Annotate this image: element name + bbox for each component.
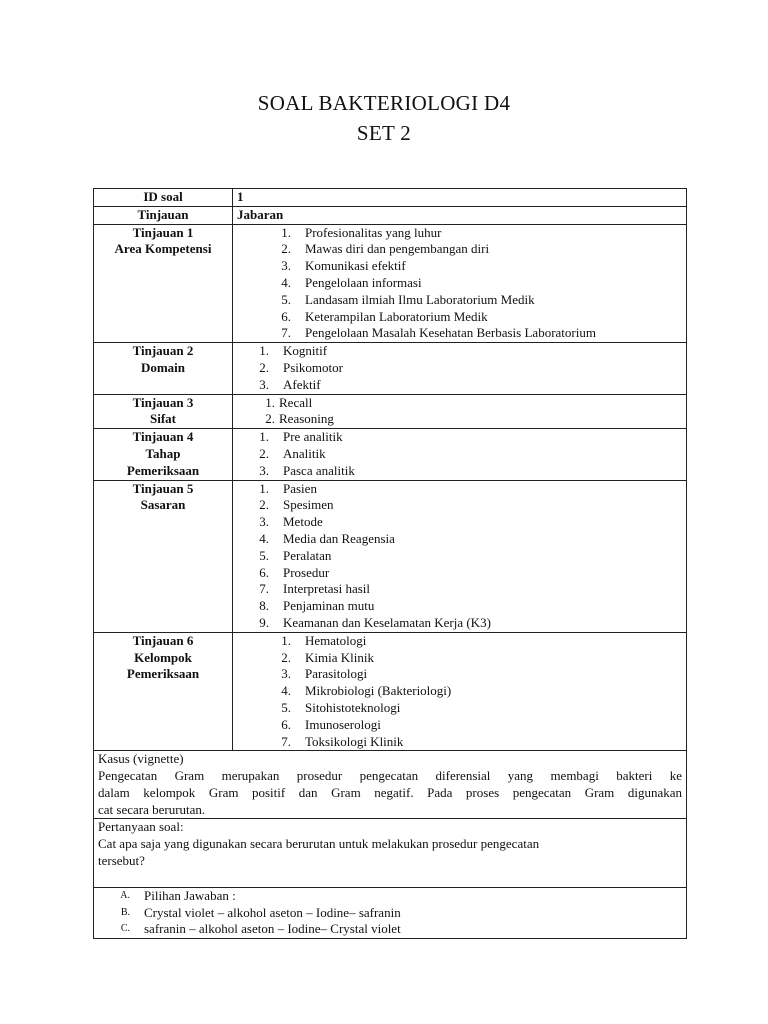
item-text: Spesimen	[283, 497, 334, 513]
item-text: safranin – alkohol aseton – Iodine– Crystal violet	[144, 921, 401, 937]
item-text: Pengelolaan Masalah Kesehatan Berbasis Laboratorium	[305, 325, 596, 341]
item-text: Imunoserologi	[305, 716, 381, 732]
label-line: Kelompok	[134, 649, 192, 665]
pilihan-cell	[94, 887, 687, 938]
tahap-item	[255, 463, 682, 480]
tahap-label	[94, 429, 233, 480]
item-text: Psikomotor	[283, 359, 343, 375]
item-text: Pasien	[283, 480, 317, 496]
item-number: 2.	[259, 445, 269, 461]
sifat-label	[94, 394, 233, 429]
item-text: Kognitif	[283, 343, 328, 359]
kelompok-item	[277, 666, 682, 683]
item-number: A.	[120, 889, 130, 901]
item-number: 5.	[281, 291, 291, 307]
pertanyaan-line: tersebut?	[98, 853, 145, 869]
item-text: Metode	[283, 514, 323, 530]
item-number: B.	[120, 906, 130, 918]
item-text: Pre analitik	[283, 429, 343, 445]
sasaran-item	[255, 598, 682, 615]
item-text: Mawas diri dan pengembangan diri	[305, 241, 490, 257]
kompetensi-item	[277, 241, 682, 258]
item-number: 6.	[281, 308, 291, 324]
label-line: Tinjauan 1	[132, 224, 194, 240]
item-text: Penjaminan mutu	[283, 598, 375, 614]
item-text: Peralatan	[283, 547, 332, 563]
item-number: 7.	[259, 581, 269, 597]
domain-item	[255, 343, 682, 360]
item-number: 4.	[281, 274, 291, 290]
item-number: 1.	[281, 632, 291, 648]
item-text: Profesionalitas yang luhur	[305, 224, 442, 240]
item-number: 3.	[281, 258, 291, 274]
item-number: 2.	[281, 241, 291, 257]
item-text: Keamanan dan Keselamatan Kerja (K3)	[283, 614, 491, 630]
item-number: 7.	[281, 325, 291, 341]
pilihan-item	[118, 905, 682, 922]
kasus-line: Pengecatan Gram merupakan prosedur pengecatan diferensial yang membagi bakteri ke	[98, 768, 682, 784]
tahap-cell	[233, 429, 687, 480]
item-text: Prosedur	[283, 564, 330, 580]
item-number: 8.	[259, 598, 269, 614]
kompetensi-item	[277, 309, 682, 326]
item-text: Pasca analitik	[283, 462, 355, 478]
item-text: Recall	[279, 394, 313, 410]
tahap-row	[94, 429, 687, 480]
label-line: Tinjauan 5	[132, 480, 194, 496]
label-line: Area Kompetensi	[114, 241, 212, 257]
label-line: Domain	[140, 359, 186, 375]
item-text: Hematologi	[305, 632, 367, 648]
item-number: 5.	[281, 699, 291, 715]
label-line: Pemeriksaan	[126, 666, 200, 682]
item-number: 6.	[281, 716, 291, 732]
kasus-line: dalam kelompok Gram positif dan Gram negatif. Pada proses pengecatan Gram digunakan	[98, 784, 682, 800]
item-number: 3.	[259, 514, 269, 530]
sasaran-item	[255, 531, 682, 548]
sasaran-item	[255, 497, 682, 514]
kompetensi-item	[277, 258, 682, 275]
item-text: Pengelolaan informasi	[305, 274, 422, 290]
item-number: 4.	[259, 530, 269, 546]
item-text: Sitohistoteknologi	[305, 699, 401, 715]
sasaran-label	[94, 480, 233, 632]
pertanyaan-cell	[94, 819, 687, 887]
kompetensi-cell	[233, 224, 687, 343]
question-form-table	[93, 188, 687, 939]
sifat-row	[94, 394, 687, 429]
item-number: 1.	[281, 224, 291, 240]
kompetensi-label	[94, 224, 233, 343]
item-text: Keterampilan Laboratorium Medik	[305, 308, 488, 324]
kasus-heading: Kasus (vignette)	[98, 751, 184, 767]
sasaran-item	[255, 514, 682, 531]
item-number: 7.	[281, 733, 291, 749]
kompetensi-item	[277, 325, 682, 342]
sasaran-cell	[233, 480, 687, 632]
label-line: Sifat	[150, 411, 176, 427]
domain-label	[94, 343, 233, 394]
id-row	[94, 189, 687, 207]
pertanyaan-heading: Pertanyaan soal:	[98, 819, 184, 835]
item-number: 1.	[265, 394, 275, 410]
sasaran-item	[255, 548, 682, 565]
label-line: Tinjauan 4	[132, 429, 194, 445]
tinjauan-header: Tinjauan	[94, 206, 233, 224]
sasaran-item	[255, 481, 682, 498]
item-text: Komunikasi efektif	[305, 258, 406, 274]
item-text: Interpretasi hasil	[283, 581, 370, 597]
label-line: Tinjauan 6	[132, 632, 194, 648]
kelompok-item	[277, 650, 682, 667]
pilihan-item	[118, 921, 682, 938]
item-text: Pilihan Jawaban :	[144, 887, 236, 903]
item-number: C.	[120, 923, 130, 935]
domain-cell	[233, 343, 687, 394]
pertanyaan-line: Cat apa saja yang digunakan secara berurutan untuk melakukan prosedur pengecatan	[98, 836, 540, 852]
label-line: Tinjauan 3	[132, 394, 194, 410]
item-number: 2.	[259, 497, 269, 513]
item-text: Landasam ilmiah Ilmu Laboratorium Medik	[305, 291, 535, 307]
item-text: Mikrobiologi (Bakteriologi)	[305, 683, 452, 699]
kasus-cell	[94, 751, 687, 819]
kelompok-item	[277, 717, 682, 734]
kompetensi-row	[94, 224, 687, 343]
item-number: 4.	[281, 683, 291, 699]
pilihan-item	[118, 888, 682, 905]
kompetensi-item	[277, 275, 682, 292]
pertanyaan-row	[94, 819, 687, 887]
id-label: ID soal	[94, 189, 233, 207]
label-line: Tinjauan 2	[132, 343, 194, 359]
item-text: Media dan Reagensia	[283, 530, 395, 546]
item-number: 1.	[259, 343, 269, 359]
kompetensi-item	[277, 292, 682, 309]
item-number: 5.	[259, 547, 269, 563]
item-text: Kimia Klinik	[305, 649, 374, 665]
kelompok-label	[94, 632, 233, 751]
label-line: Tahap	[145, 445, 181, 461]
item-number: 3.	[281, 666, 291, 682]
kasus-row	[94, 751, 687, 819]
item-text: Crystal violet – alkohol aseton – Iodine– safranin	[144, 904, 401, 920]
domain-row	[94, 343, 687, 394]
sifat-cell	[233, 394, 687, 429]
sifat-item	[261, 411, 682, 428]
item-number: 3.	[259, 376, 269, 392]
kelompok-item	[277, 683, 682, 700]
item-number: 1.	[259, 429, 269, 445]
sasaran-item	[255, 565, 682, 582]
item-text: Toksikologi Klinik	[305, 733, 404, 749]
item-number: 9.	[259, 614, 269, 630]
tahap-item	[255, 446, 682, 463]
item-number: 2.	[265, 411, 275, 427]
jabaran-header: Jabaran	[233, 206, 687, 224]
item-text: Analitik	[283, 445, 326, 461]
kelompok-item	[277, 700, 682, 717]
item-number: 1.	[259, 480, 269, 496]
kelompok-item	[277, 734, 682, 751]
sifat-item	[261, 395, 682, 412]
page-subtitle: SET 2	[356, 121, 412, 145]
item-number: 6.	[259, 564, 269, 580]
item-text: Parasitologi	[305, 666, 368, 682]
item-number: 2.	[281, 649, 291, 665]
label-line: Sasaran	[140, 497, 186, 513]
kasus-line: cat secara berurutan.	[98, 801, 206, 817]
domain-item	[255, 377, 682, 394]
domain-item	[255, 360, 682, 377]
kompetensi-item	[277, 225, 682, 242]
sasaran-item	[255, 581, 682, 598]
pilihan-row	[94, 887, 687, 938]
kelompok-row	[94, 632, 687, 751]
kelompok-cell	[233, 632, 687, 751]
item-number: 2.	[259, 359, 269, 375]
label-line: Pemeriksaan	[126, 462, 200, 478]
page-title: SOAL BAKTERIOLOGI D4	[257, 91, 511, 115]
id-value: 1	[233, 189, 687, 207]
sasaran-row	[94, 480, 687, 632]
item-text: Reasoning	[279, 411, 334, 427]
header-row	[94, 206, 687, 224]
tahap-item	[255, 429, 682, 446]
sasaran-item	[255, 615, 682, 632]
kelompok-item	[277, 633, 682, 650]
item-number: 3.	[259, 462, 269, 478]
item-text: Afektif	[283, 376, 321, 392]
